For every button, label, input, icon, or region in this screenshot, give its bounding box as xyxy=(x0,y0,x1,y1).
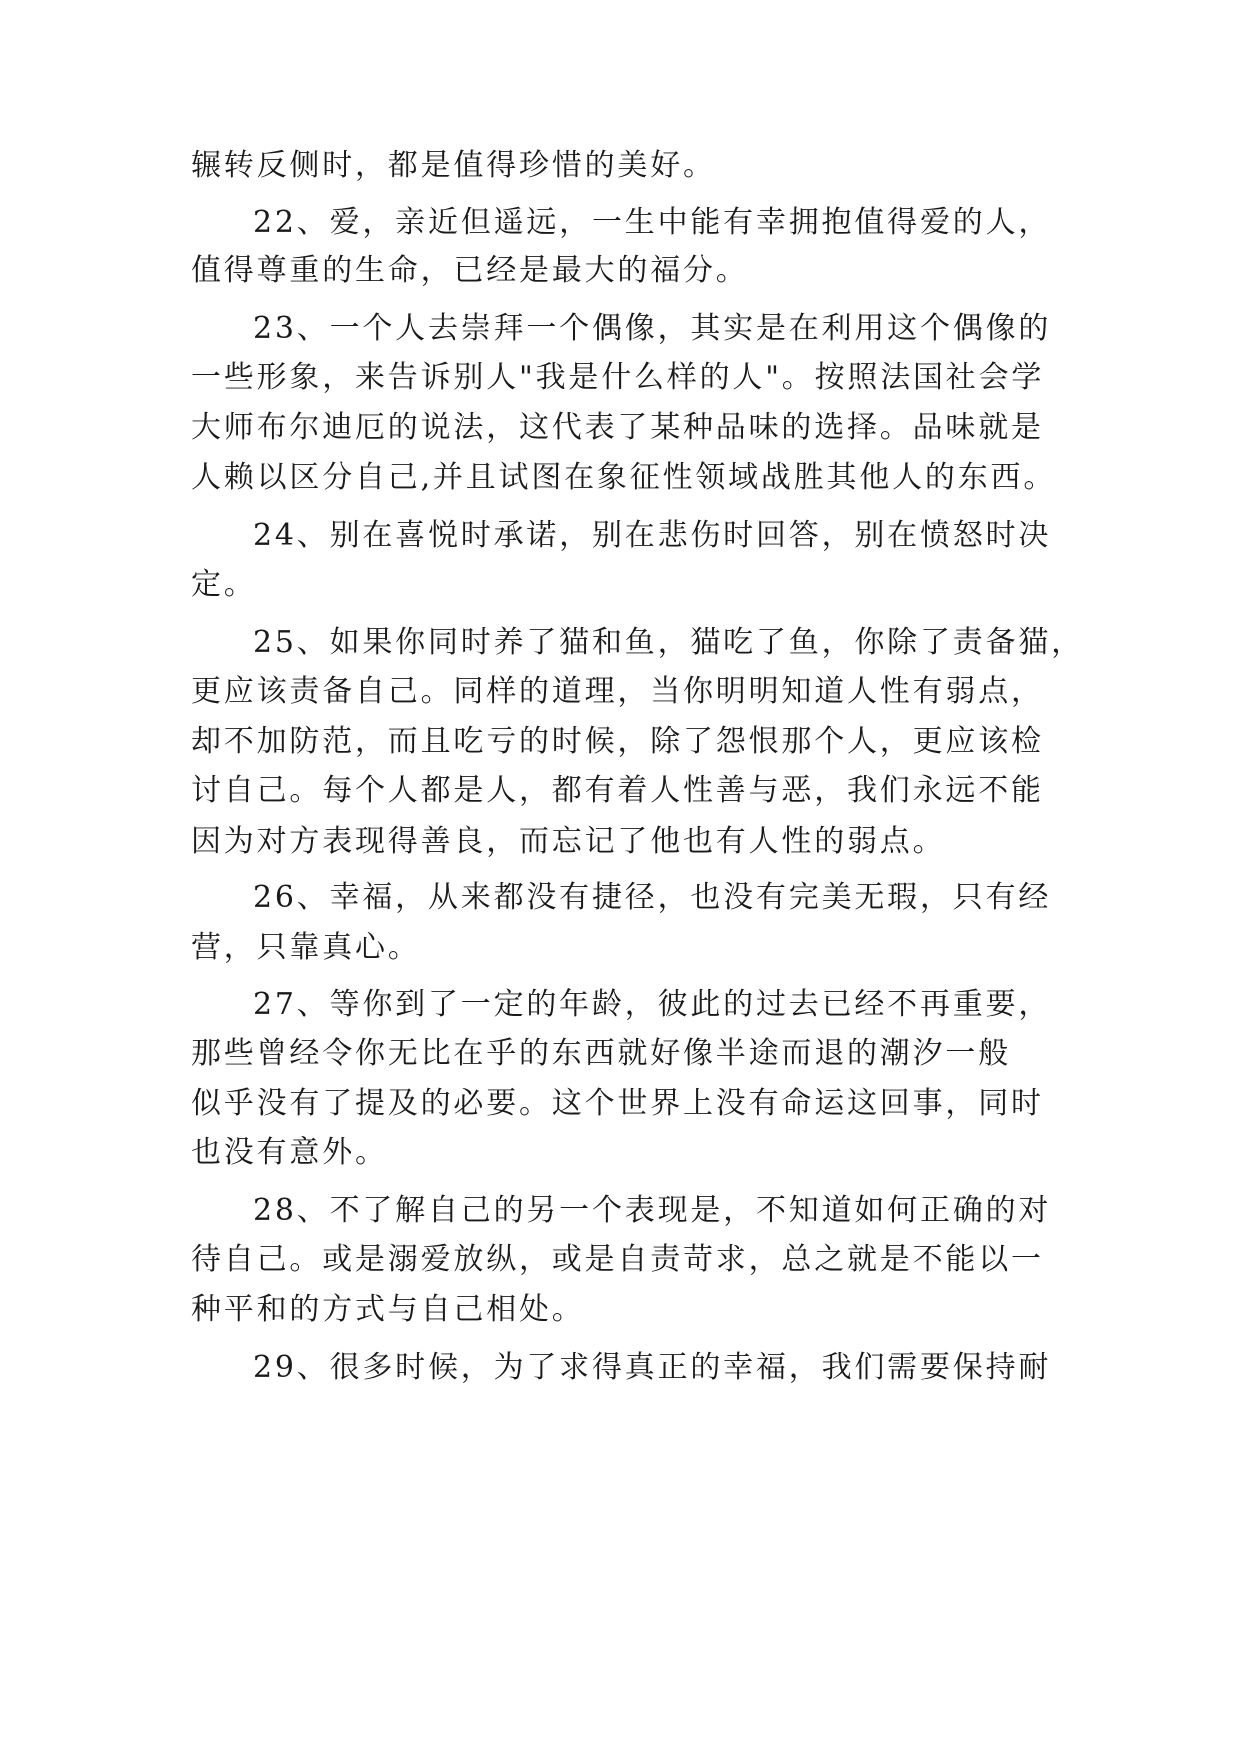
text-line: 大师布尔迪厄的说法，这代表了某种品味的选择。品味就是 xyxy=(191,410,1044,445)
text-line: 似乎没有了提及的必要。这个世界上没有命运这回事，同时 xyxy=(191,1086,1044,1121)
paragraph-22-line: 22、爱，亲近但遥远，一生中能有幸拥抱值得爱的人， xyxy=(253,205,1052,240)
paragraph-25-line: 25、如果你同时养了猫和鱼，猫吃了鱼，你除了责备猫， xyxy=(253,625,1084,660)
text-line: 因为对方表现得善良，而忘记了他也有人性的弱点。 xyxy=(191,824,946,859)
text-line: 营，只靠真心。 xyxy=(191,930,421,965)
text-line: 一些形象，来告诉别人"我是什么样的人"。按照法国社会学 xyxy=(191,360,1045,395)
text-line: 讨自己。每个人都是人，都有着人性善与恶，我们永远不能 xyxy=(191,773,1044,808)
paragraph-26-line: 26、幸福，从来都没有捷径，也没有完美无瑕，只有经 xyxy=(253,880,1052,915)
text-line: 辗转反侧时，都是值得珍惜的美好。 xyxy=(191,148,716,183)
text-line: 值得尊重的生命，已经是最大的福分。 xyxy=(191,253,749,288)
paragraph-29-line: 29、很多时候，为了求得真正的幸福，我们需要保持耐 xyxy=(253,1350,1052,1385)
text-line: 人赖以区分自己,并且试图在象征性领域战胜其他人的东西。 xyxy=(191,460,1057,495)
text-line: 定。 xyxy=(191,567,257,602)
paragraph-24-line: 24、别在喜悦时承诺，别在悲伤时回答，别在愤怒时决 xyxy=(253,518,1052,553)
paragraph-28-line: 28、不了解自己的另一个表现是，不知道如何正确的对 xyxy=(253,1193,1052,1228)
paragraph-23-line: 23、一个人去崇拜一个偶像，其实是在利用这个偶像的 xyxy=(253,311,1052,346)
text-line: 那些曾经令你无比在乎的东西就好像半途而退的潮汐一般 xyxy=(191,1036,1011,1071)
text-line: 种平和的方式与自己相处。 xyxy=(191,1292,585,1327)
text-line: 待自己。或是溺爱放纵，或是自责苛求，总之就是不能以一 xyxy=(191,1242,1044,1277)
text-line: 更应该责备自己。同样的道理，当你明明知道人性有弱点， xyxy=(191,674,1044,709)
text-line: 也没有意外。 xyxy=(191,1135,388,1170)
paragraph-27-line: 27、等你到了一定的年龄，彼此的过去已经不再重要， xyxy=(253,987,1052,1022)
text-line: 却不加防范，而且吃亏的时候，除了怨恨那个人，更应该检 xyxy=(191,724,1044,759)
